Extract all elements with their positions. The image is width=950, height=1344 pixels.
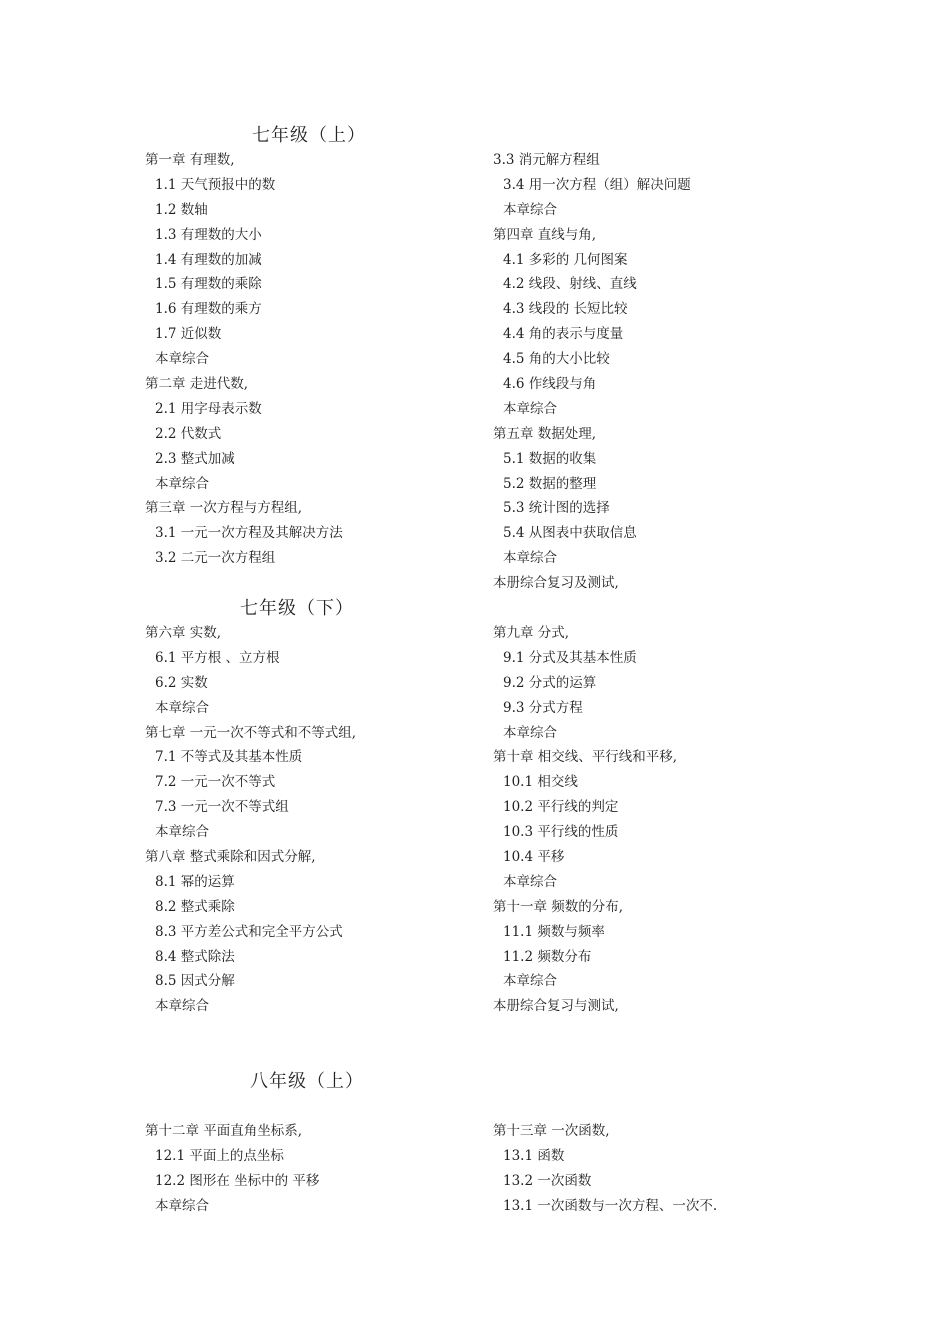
toc-section-entry: 8.1 幂的运算 — [155, 873, 235, 890]
toc-chapter-entry: 第十三章 一次函数, — [493, 1123, 610, 1139]
toc-section-entry: 4.3 线段的 长短比较 — [503, 301, 628, 318]
toc-section-entry: 本章综合 — [155, 998, 209, 1015]
toc-chapter-entry: 第十二章 平面直角坐标系, — [145, 1123, 303, 1139]
toc-section-entry: 本章综合 — [155, 699, 209, 716]
toc-right-column — [493, 621, 677, 1019]
toc-section-entry: 本章综合 — [503, 873, 557, 890]
toc-section-entry: 本章综合 — [503, 724, 557, 741]
toc-chapter-entry: 第二章 走进代数, — [145, 376, 249, 393]
toc-chapter-entry: 本册综合复习及测试, — [493, 575, 619, 592]
toc-section-entry: 9.2 分式的运算 — [503, 674, 597, 691]
toc-section-entry: 12.1 平面上的点坐标 — [155, 1147, 284, 1164]
toc-section-entry: 7.3 一元一次不等式组 — [155, 799, 289, 816]
toc-section-entry: 1.4 有理数的加减 — [155, 251, 262, 268]
toc-right-column — [493, 1119, 717, 1219]
toc-section-entry: 2.1 用字母表示数 — [155, 400, 262, 417]
toc-section-entry: 5.2 数据的整理 — [503, 475, 597, 492]
toc-section-entry: 9.3 分式方程 — [503, 699, 583, 716]
toc-chapter-entry: 本册综合复习与测试, — [493, 998, 619, 1015]
toc-chapter-entry: 第六章 实数, — [145, 625, 222, 641]
toc-section-entry: 1.7 近似数 — [155, 326, 222, 343]
toc-section-entry: 本章综合 — [503, 201, 557, 218]
toc-section-entry: 12.2 图形在 坐标中的 平移 — [155, 1172, 320, 1189]
grade-heading: 七年级（上） — [252, 125, 366, 146]
toc-section-entry: 10.4 平移 — [503, 849, 565, 866]
toc-section-entry: 本章综合 — [155, 475, 209, 492]
toc-section-entry: 3.2 二元一次方程组 — [155, 550, 276, 567]
toc-right-column — [493, 148, 691, 596]
toc-section-entry: 10.1 相交线 — [503, 774, 578, 791]
toc-section-entry: 1.3 有理数的大小 — [155, 226, 262, 243]
toc-section-entry: 本章综合 — [155, 824, 209, 841]
toc-section-entry: 8.3 平方差公式和完全平方公式 — [155, 923, 343, 940]
toc-section-entry: 8.4 整式除法 — [155, 948, 235, 965]
toc-section-entry: 1.1 天气预报中的数 — [155, 176, 276, 193]
toc-section-entry: 1.6 有理数的乘方 — [155, 301, 262, 318]
toc-section-entry: 3.1 一元一次方程及其解决方法 — [155, 525, 343, 542]
toc-left-column — [145, 621, 356, 1019]
toc-chapter-entry: 第十章 相交线、平行线和平移, — [493, 749, 678, 766]
toc-section-entry: 8.5 因式分解 — [155, 973, 235, 990]
toc-section-entry: 13.1 函数 — [503, 1147, 565, 1164]
toc-chapter-entry: 第四章 直线与角, — [493, 226, 597, 243]
toc-section-entry: 6.1 平方根 、立方根 — [155, 649, 280, 666]
toc-section-entry: 4.4 角的表示与度量 — [503, 326, 624, 343]
toc-section-entry: 11.2 频数分布 — [503, 948, 592, 965]
toc-section-entry: 本章综合 — [503, 400, 557, 417]
toc-section-entry: 1.5 有理数的乘除 — [155, 276, 262, 293]
toc-chapter-entry: 3.3 消元解方程组 — [493, 152, 600, 168]
toc-section-entry: 5.4 从图表中获取信息 — [503, 525, 637, 542]
toc-section-entry: 5.3 统计图的选择 — [503, 500, 610, 517]
toc-chapter-entry: 第九章 分式, — [493, 625, 570, 641]
toc-chapter-entry: 第七章 一元一次不等式和不等式组, — [145, 724, 357, 741]
toc-chapter-entry: 第三章 一次方程与方程组, — [145, 500, 303, 517]
toc-chapter-entry: 第一章 有理数, — [145, 152, 235, 168]
grade-heading: 八年级（上） — [250, 1071, 364, 1092]
toc-section-entry: 13.2 一次函数 — [503, 1172, 592, 1189]
toc-section-entry: 9.1 分式及其基本性质 — [503, 649, 637, 666]
toc-section-entry: 3.4 用一次方程（组）解决问题 — [503, 176, 691, 193]
toc-section-entry: 本章综合 — [503, 550, 557, 567]
grade-heading: 七年级（下） — [240, 598, 354, 619]
toc-section-entry: 7.1 不等式及其基本性质 — [155, 749, 303, 766]
toc-section-entry: 13.1 一次函数与一次方程、一次不. — [503, 1197, 718, 1214]
toc-section-entry: 10.3 平行线的性质 — [503, 824, 619, 841]
toc-section-entry: 2.2 代数式 — [155, 425, 222, 442]
toc-section-entry: 11.1 频数与频率 — [503, 923, 605, 940]
toc-section-entry: 10.2 平行线的判定 — [503, 799, 619, 816]
toc-section-entry: 4.6 作线段与角 — [503, 376, 597, 393]
toc-section-entry: 1.2 数轴 — [155, 201, 208, 218]
toc-section-entry: 4.2 线段、射线、直线 — [503, 276, 637, 293]
toc-section-entry: 8.2 整式乘除 — [155, 898, 235, 915]
toc-section-entry: 2.3 整式加减 — [155, 450, 235, 467]
toc-chapter-entry: 第十一章 频数的分布, — [493, 898, 624, 915]
toc-section-entry: 5.1 数据的收集 — [503, 450, 597, 467]
toc-chapter-entry: 第八章 整式乘除和因式分解, — [145, 849, 316, 866]
toc-section-entry: 4.1 多彩的 几何图案 — [503, 251, 628, 268]
toc-left-column — [145, 1119, 319, 1219]
toc-section-entry: 7.2 一元一次不等式 — [155, 774, 276, 791]
toc-section-entry: 本章综合 — [503, 973, 557, 990]
toc-chapter-entry: 第五章 数据处理, — [493, 425, 597, 442]
toc-section-entry: 6.2 实数 — [155, 674, 208, 691]
toc-section-entry: 本章综合 — [155, 351, 209, 368]
toc-section-entry: 本章综合 — [155, 1197, 209, 1214]
toc-left-column — [145, 148, 343, 571]
toc-section-entry: 4.5 角的大小比较 — [503, 351, 610, 368]
